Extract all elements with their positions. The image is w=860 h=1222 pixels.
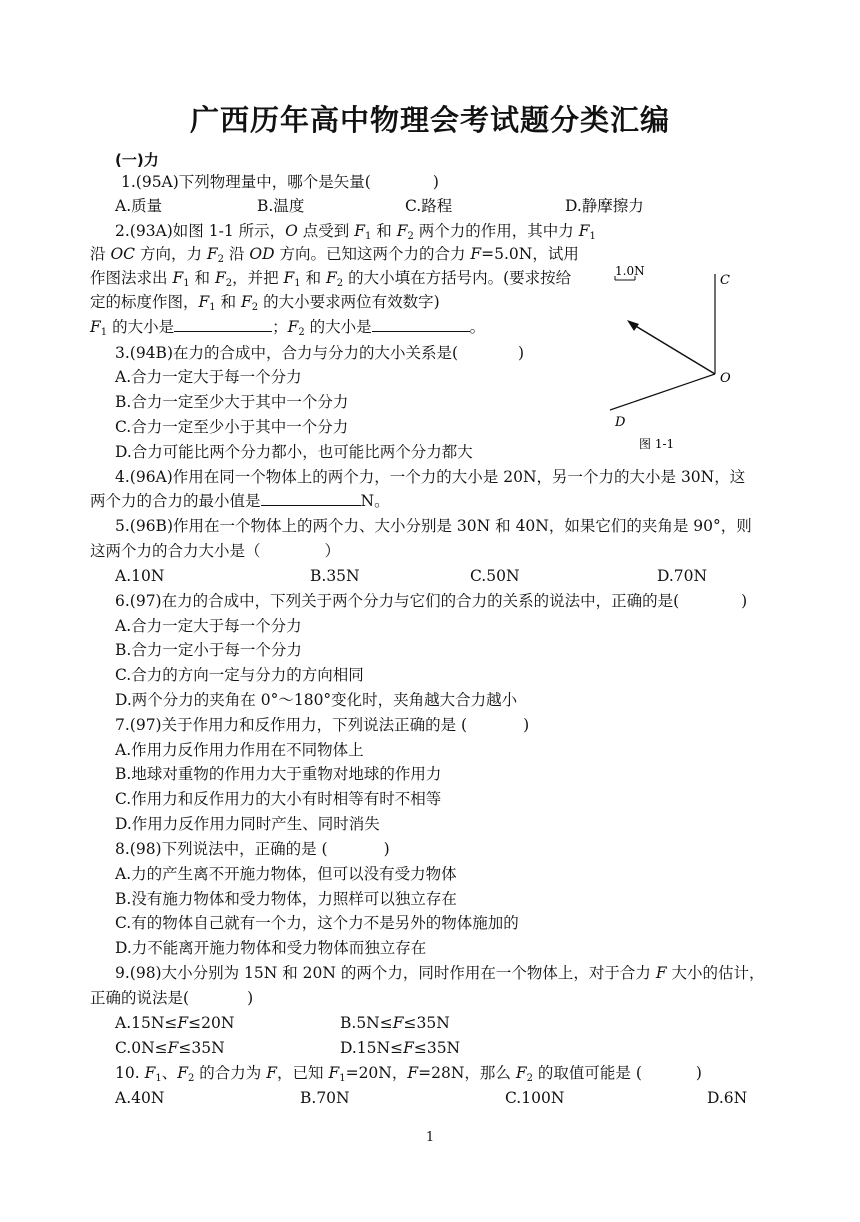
figure-caption: 图 1-1 [639,437,675,451]
question-5-line-1: 5.(96B)作用在一个物体上的两个力、大小分别是 30N 和 40N，如果它们的夹角是 90°，则 [115,517,752,535]
q9-option-c: C.0N≤F≤35N [115,1039,225,1057]
question-2-line-5: $F_1$ 的大小是 ；$F_2$ 的大小是 。 [90,318,486,338]
q3-option-b: B.合力一定至少大于其中一个分力 [115,393,349,411]
label-d: D [615,415,626,430]
q10-option-d: D.6N [707,1089,748,1107]
label-c: C [720,273,730,288]
label-o: O [720,371,731,386]
q6-option-d: D.两个分力的夹角在 0°～180°变化时，夹角越大合力越小 [115,691,518,709]
question-2-line-2: 沿 OC 方向，力 $F_2$ 沿 OD 方向。已知这两个力的合力 F=5.0N，试用 [90,245,579,265]
q1-option-a: A.质量 [115,197,163,215]
question-9-line-2: 正确的说法是( ) [90,989,254,1007]
ray-od [610,374,715,410]
q6-option-a: A.合力一定大于每一个分力 [115,617,302,635]
q3-option-d: D.合力可能比两个分力都小，也可能比两个分力都大 [115,443,473,461]
q7-option-d: D.作用力反作用力同时产生、同时消失 [115,815,380,833]
q5-option-d: D.70N [657,567,708,585]
question-4-line-1: 4.(96A)作用在同一个物体上的两个力，一个力的大小是 20N，另一个力的大小是 30N，这 [115,468,746,486]
question-3-stem: 3.(94B)在力的合成中，合力与分力的大小关系是( ) [115,344,525,362]
q3-option-c: C.合力一定至少小于其中一个分力 [115,418,349,436]
question-2-line-4: 定的标度作图，$F_1$ 和 $F_2$ 的大小要求两位有效数字) [90,293,440,313]
q1-option-d: D.静摩擦力 [565,197,644,215]
q7-option-c: C.作用力和反作用力的大小有时相等有时不相等 [115,790,442,808]
q6-option-c: C.合力的方向一定与分力的方向相同 [115,666,364,684]
question-8-stem: 8.(98)下列说法中，正确的是 ( ) [115,840,390,858]
question-2-line-3: 作图法求出 $F_1$ 和 $F_2$，并把 $F_1$ 和 $F_2$ 的大小填在方括号内。(要求按给 [90,269,572,289]
q5-option-c: C.50N [470,567,520,585]
q9-option-d: D.15N≤F≤35N [340,1039,461,1057]
q10-option-a: A.40N [115,1089,165,1107]
q1-option-c: C.路程 [405,197,453,215]
q8-option-c: C.有的物体自己就有一个力，这个力不是另外的物体施加的 [115,914,519,932]
scale-label: 1.0N [615,264,645,278]
question-1-stem: 1.(95A)下列物理量中，哪个是矢量( ) [121,173,439,191]
q9-option-b: B.5N≤F≤35N [340,1014,450,1032]
q3-option-a: A.合力一定大于每一个分力 [115,368,302,386]
question-7-stem: 7.(97)关于作用力和反作用力，下列说法正确的是 ( ) [115,716,530,734]
f2-answer-blank[interactable] [372,317,470,332]
q6-option-b: B.合力一定小于每一个分力 [115,641,302,659]
question-5-line-2: 这两个力的合力大小是（ ） [90,542,341,560]
q5-option-a: A.10N [115,567,165,585]
q8-option-d: D.力不能离开施力物体和受力物体而独立存在 [115,939,427,957]
f1-answer-blank[interactable] [174,317,272,332]
q8-option-a: A.力的产生离不开施力物体，但可以没有受力物体 [115,865,457,883]
q10-option-b: B.70N [300,1089,350,1107]
q9-option-a: A.15N≤F≤20N [115,1014,235,1032]
resultant-force-f [629,322,715,374]
page-title: 广西历年高中物理会考试题分类汇编 [189,103,670,137]
question-4-line-2: 两个力的合力的最小值是 N。 [90,492,390,510]
question-6-stem: 6.(97)在力的合成中，下列关于两个分力与它们的合力的关系的说法中，正确的是( ) [115,592,748,610]
q1-option-b: B.温度 [257,197,305,215]
q7-option-a: A.作用力反作用力作用在不同物体上 [115,741,364,759]
figure-1-1 [605,262,755,454]
page-number: 1 [425,1130,435,1145]
question-9-line-1: 9.(98)大小分别为 15N 和 20N 的两个力，同时作用在一个物体上，对于合力 F 大小的估计， [115,964,765,982]
question-10-stem: 10. $F_1$、$F_2$ 的合力为 F，已知 $F_1=20N$，F=28N，那么 $F_2$ 的取值可能是 ( ) [115,1064,702,1084]
q10-option-c: C.100N [505,1089,565,1107]
question-2-line-1: 2.(93A)如图 1-1 所示，O 点受到 $F_1$ 和 $F_2$ 两个力的作用，其中力 $F_1$ [115,222,596,242]
q5-option-b: B.35N [310,567,360,585]
section-heading: (一)力 [115,151,159,169]
q8-option-b: B.没有施力物体和受力物体，力照样可以独立存在 [115,890,457,908]
arrow-head-icon [627,320,639,331]
q7-option-b: B.地球对重物的作用力大于重物对地球的作用力 [115,765,442,783]
q4-answer-blank[interactable] [261,491,361,506]
